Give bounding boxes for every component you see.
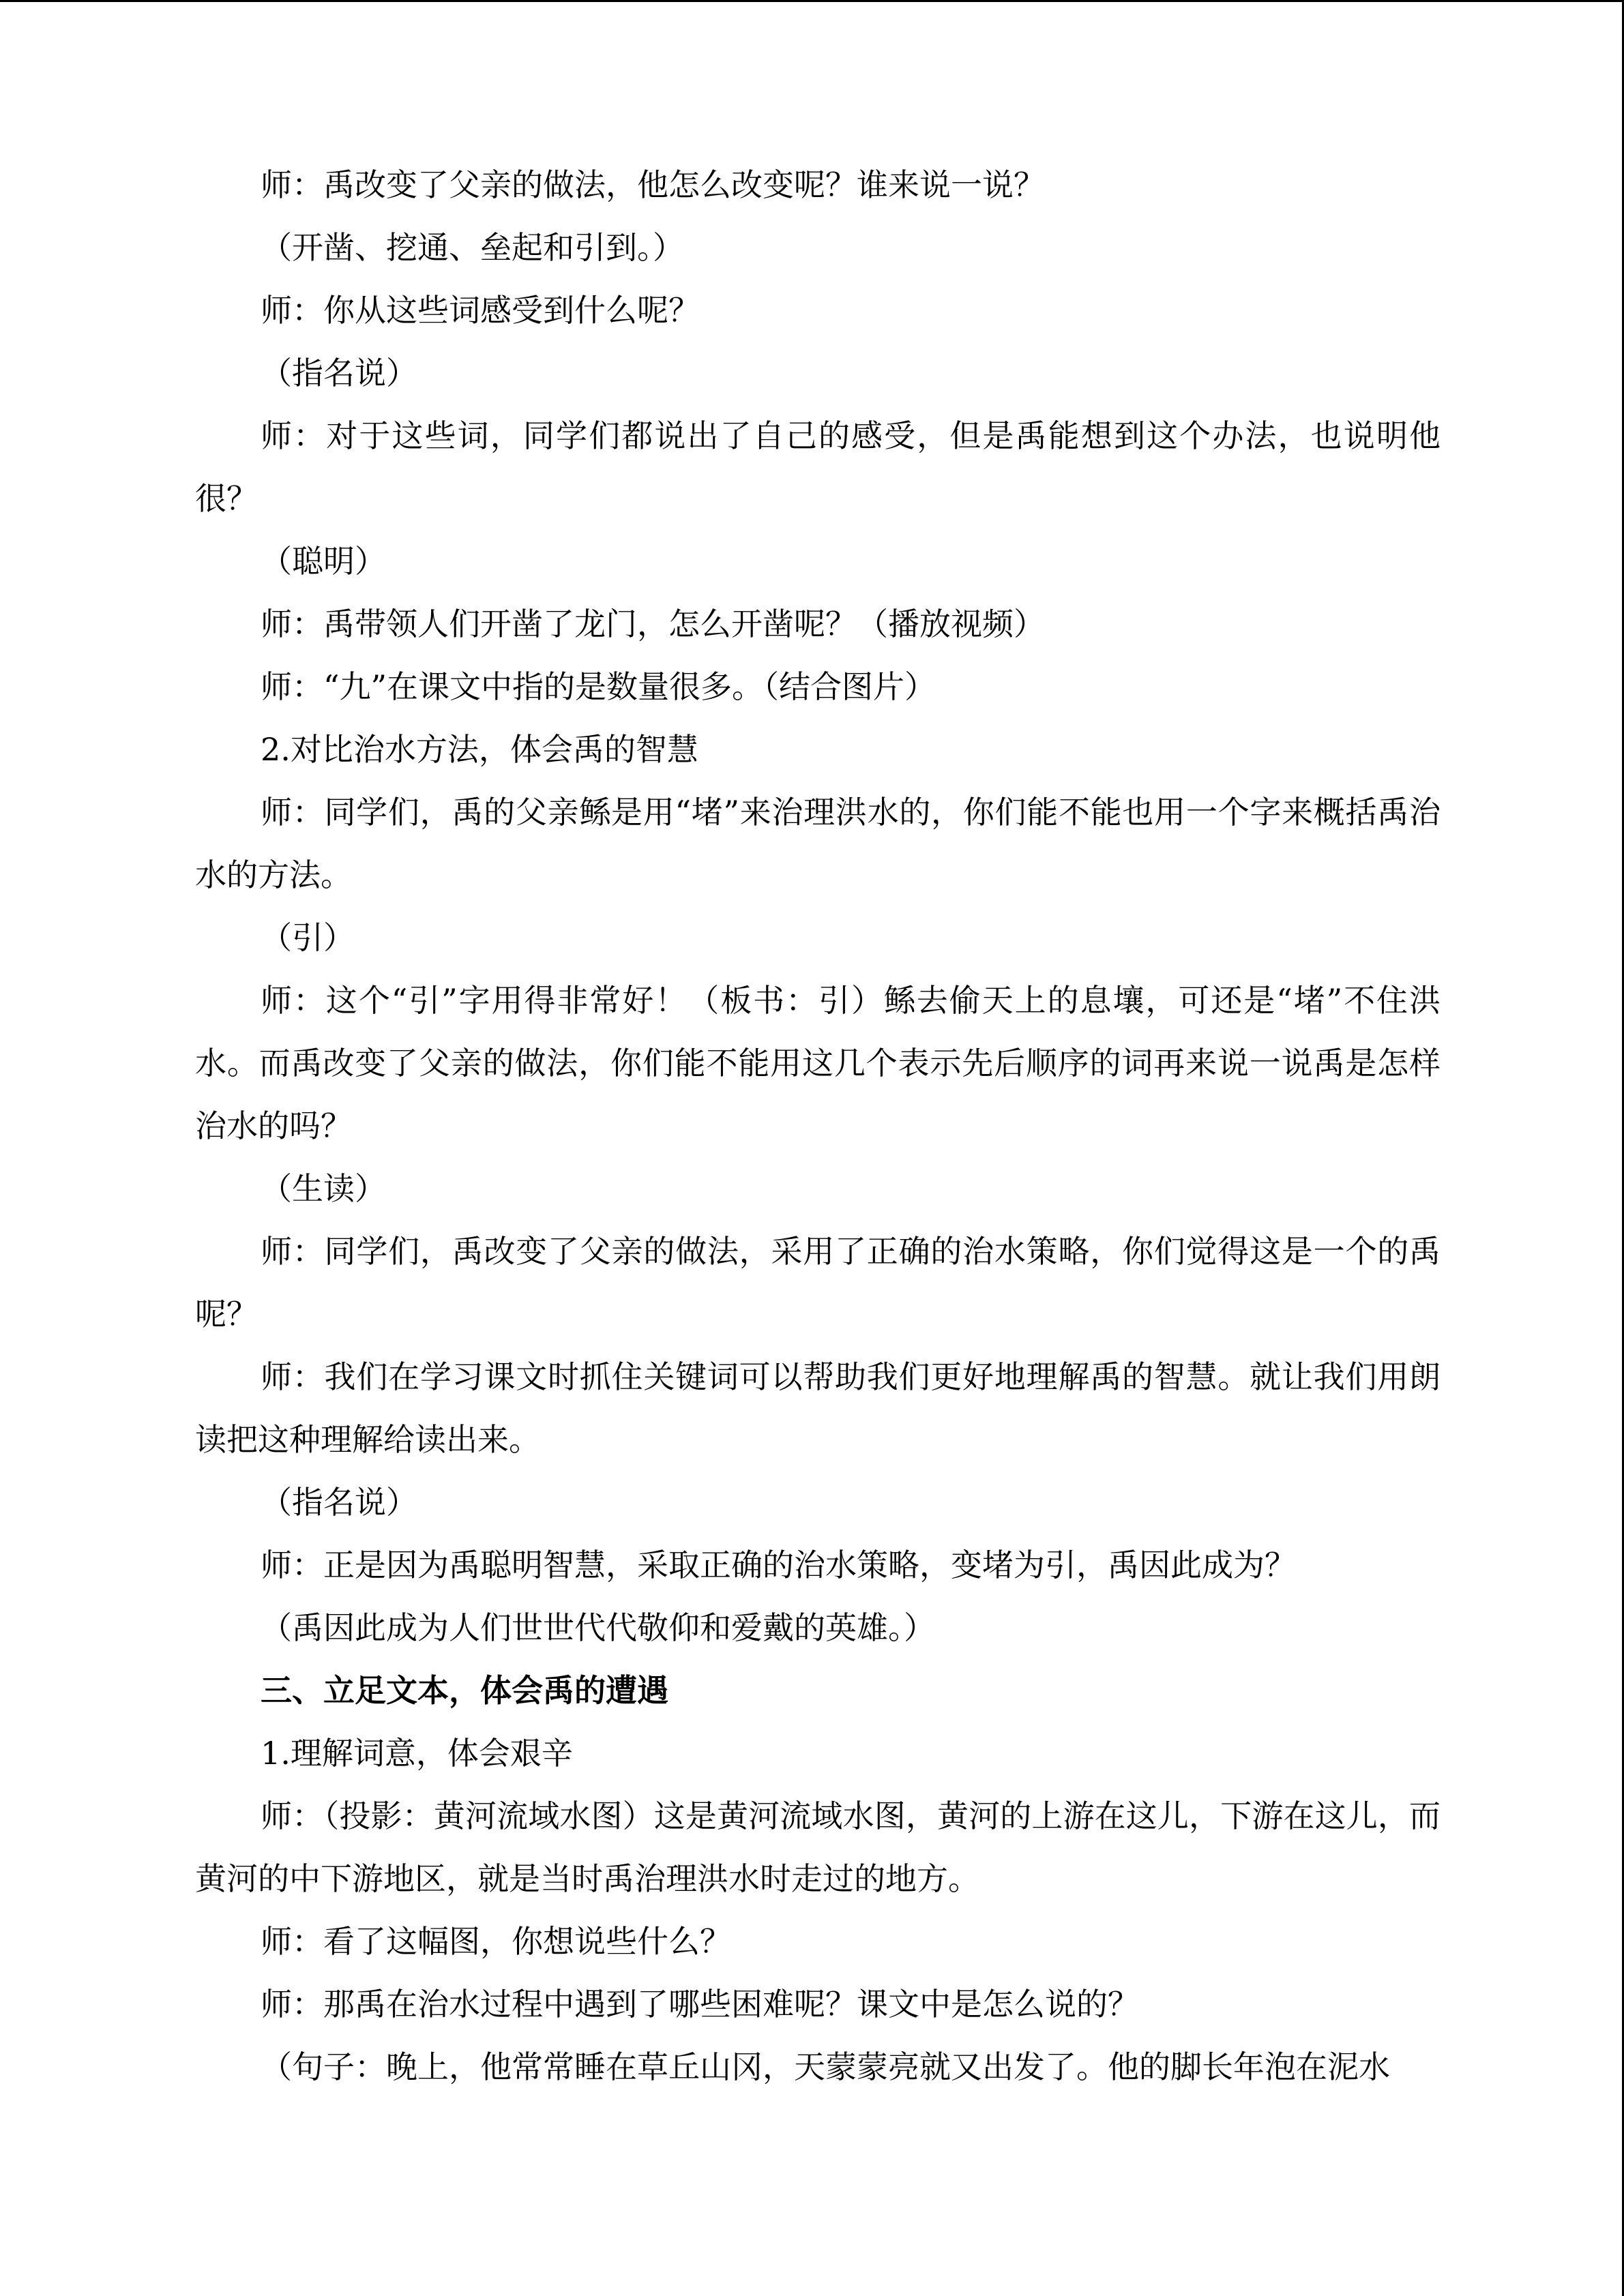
section-heading: 三、立足文本，体会禹的遭遇 xyxy=(261,1672,668,1709)
paragraph: （指名说） xyxy=(261,355,417,391)
subsection-heading: 1.理解词意，体会艰辛 xyxy=(261,1735,573,1772)
subsection-heading: 2.对比治水方法，体会禹的智慧 xyxy=(261,731,698,768)
paragraph: 师：那禹在治水过程中遇到了哪些困难呢？课文中是怎么说的？ xyxy=(261,1986,1139,2023)
paragraph: （禹因此成为人们世世代代敬仰和爱戴的英雄。） xyxy=(261,1609,935,1646)
paragraph: （生读） xyxy=(261,1170,386,1207)
document-body xyxy=(195,153,1441,2098)
paragraph: 师：禹改变了父亲的做法，他怎么改变呢？谁来说一说？ xyxy=(261,166,1045,203)
paragraph: （指名说） xyxy=(261,1484,417,1521)
paragraph: 师：这个“引”字用得非常好！（板书：引）鲧去偷天上的息壤，可还是“堵”不住洪水。而禹改变了父亲的做法，你们能不能用这几个表示先后顺序的词再来说一说禹是怎样治水的吗？ xyxy=(195,982,1441,1144)
paragraph: 师：我们在学习课文时抓住关键词可以帮助我们更好地理解禹的智慧。就让我们用朗读把这种理解给读出来。 xyxy=(195,1358,1441,1458)
paragraph: 师：你从这些词感受到什么呢？ xyxy=(261,292,700,329)
page-border-top xyxy=(0,0,1624,2)
paragraph: 师：正是因为禹聪明智慧，采取正确的治水策略，变堵为引，禹因此成为？ xyxy=(261,1547,1296,1583)
paragraph: 师：（投影：黄河流域水图）这是黄河流域水图，黄河的上游在这儿，下游在这儿，而黄河的中下游地区，就是当时禹治理洪水时走过的地方。 xyxy=(195,1798,1441,1897)
paragraph: 师：禹带领人们开凿了龙门，怎么开凿呢？（播放视频） xyxy=(261,606,1045,642)
paragraph: 师：同学们，禹的父亲鲧是用“堵”来治理洪水的，你们能不能也用一个字来概括禹治水的方法。 xyxy=(195,794,1441,893)
paragraph: 师：看了这幅图，你想说些什么？ xyxy=(261,1923,731,1960)
paragraph: （句子：晚上，他常常睡在草丘山冈，天蒙蒙亮就又出发了。他的脚长年泡在泥水 xyxy=(261,2048,1390,2085)
paragraph: （开凿、挖通、垒起和引到。） xyxy=(261,229,684,266)
paragraph: 师：同学们，禹改变了父亲的做法，采用了正确的治水策略，你们觉得这是一个的禹呢？ xyxy=(195,1233,1441,1332)
paragraph: （聪明） xyxy=(261,543,386,580)
paragraph: 师：“九”在课文中指的是数量很多。（结合图片） xyxy=(261,668,936,705)
paragraph: （引） xyxy=(261,919,355,956)
paragraph: 师：对于这些词，同学们都说出了自己的感受，但是禹能想到这个办法，也说明他很？ xyxy=(195,417,1441,517)
